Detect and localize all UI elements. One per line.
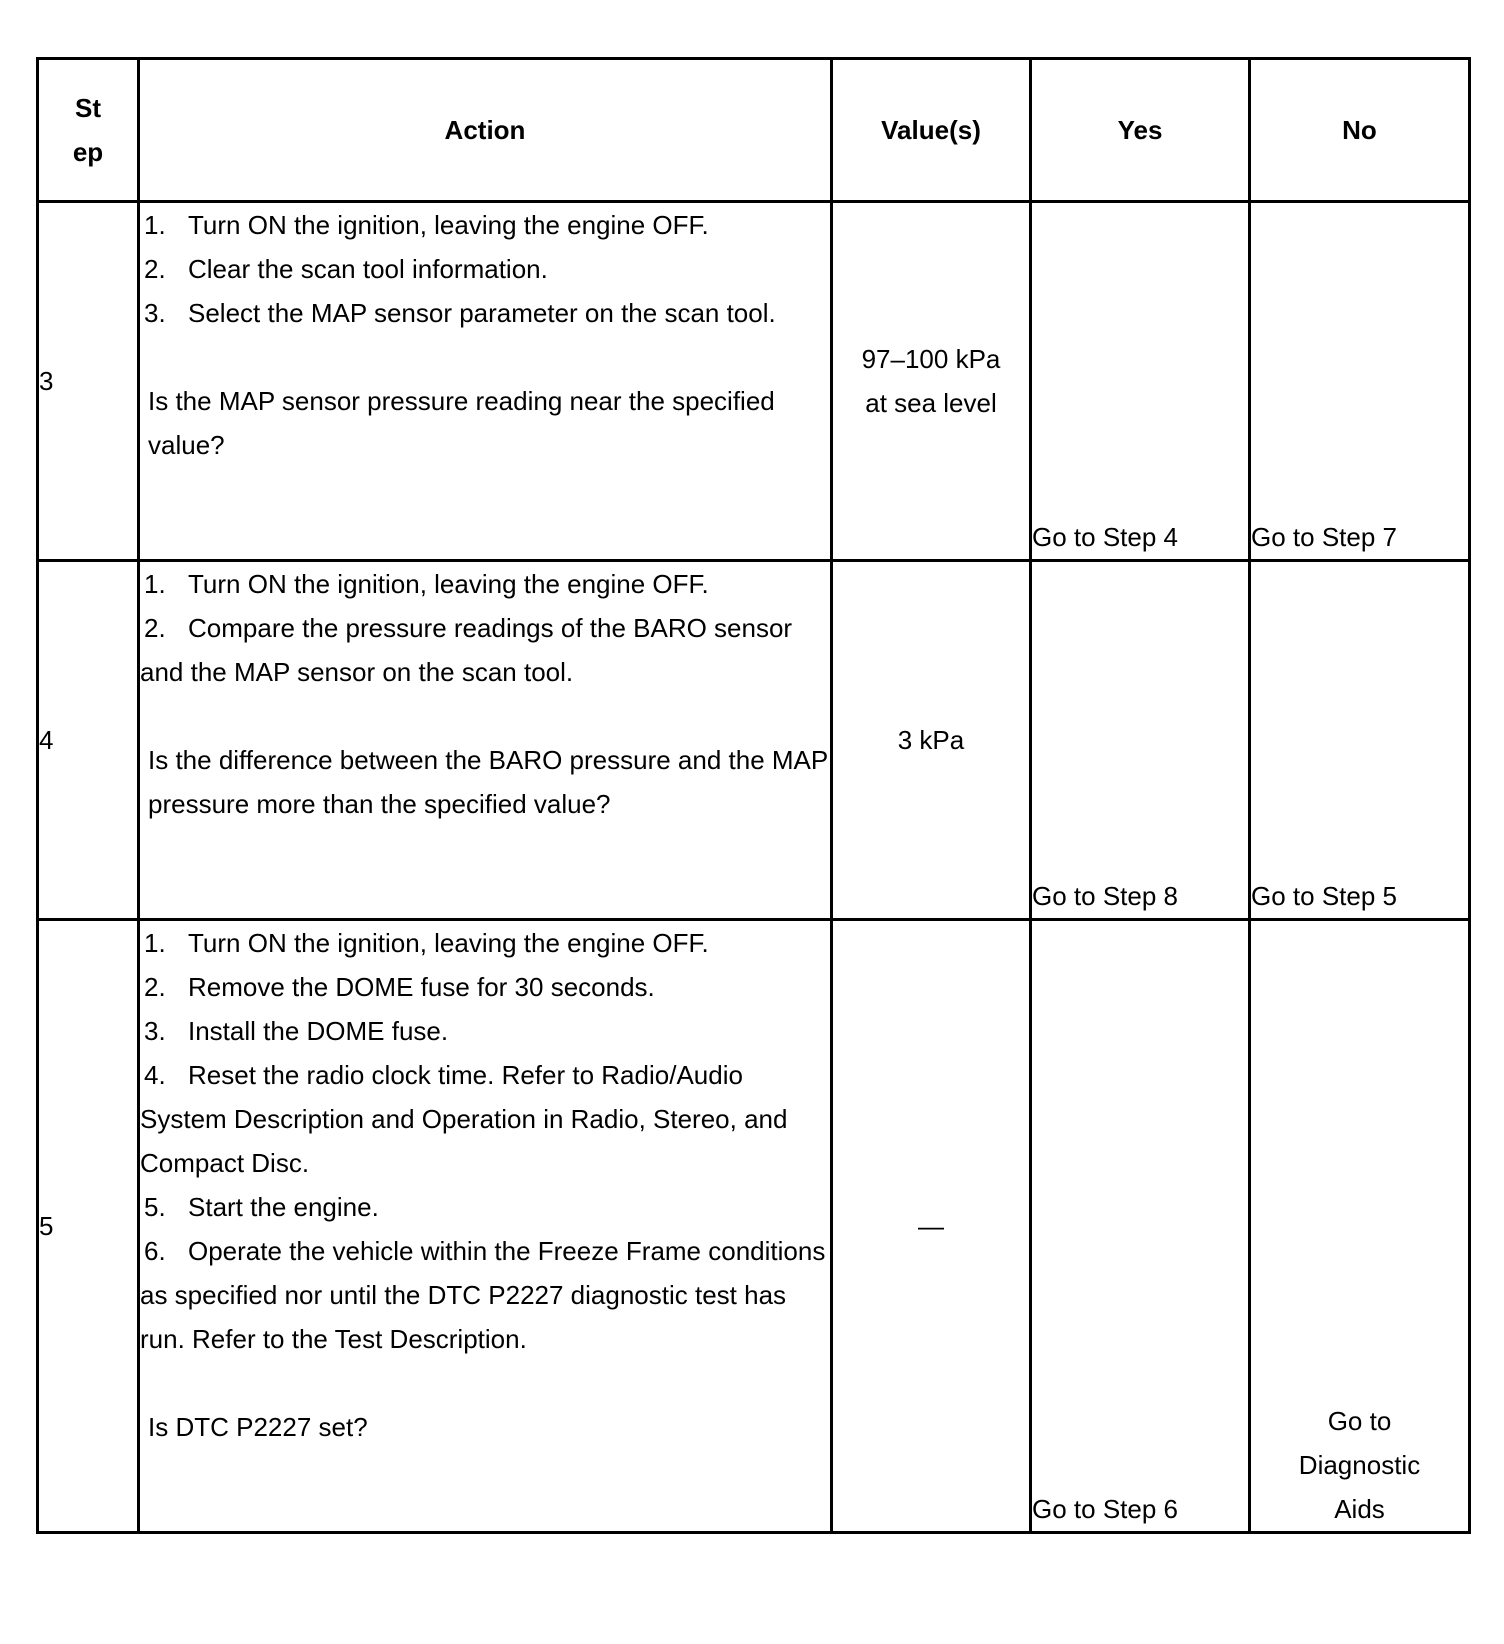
no-cell [1250, 202, 1470, 561]
yes-cell [1031, 202, 1250, 561]
spacer [140, 335, 830, 379]
value-line: 97–100 kPa [861, 344, 1001, 374]
action-cell [139, 920, 832, 1533]
diagnostic-table [36, 57, 1471, 1534]
no-link-line: Go to [1327, 1406, 1392, 1436]
action-question: Is the MAP sensor pressure reading near the specified value? [148, 386, 775, 460]
action-item: 3. Select the MAP sensor parameter on the scan tool. [144, 298, 776, 328]
header-step-line2: ep [72, 137, 104, 167]
yes-link: Go to Step 6 [1032, 1494, 1178, 1524]
no-link-line: Aids [1334, 1494, 1385, 1524]
spacer [140, 694, 830, 738]
value-line: 3 kPa [897, 725, 965, 755]
header-values: Value(s) [832, 59, 1031, 202]
action-item: 6. Operate the vehicle within the Freeze Frame conditions as specified nor until the DTC P2227 diagnostic test has run. Refer to the Test Description. [140, 1236, 826, 1354]
yes-link: Go to Step 8 [1032, 881, 1178, 911]
step-number: 4 [38, 561, 139, 920]
header-action: Action [139, 59, 832, 202]
action-item: 1. Turn ON the ignition, leaving the engine OFF. [144, 928, 709, 958]
action-item: 2. Compare the pressure readings of the BARO sensor and the MAP sensor on the scan tool. [140, 613, 793, 687]
table-row-step-3 [38, 202, 1470, 561]
action-cell [139, 202, 832, 561]
table-row-step-4 [38, 561, 1470, 920]
step-number: 3 [38, 202, 139, 561]
yes-link: Go to Step 4 [1032, 522, 1178, 552]
no-cell [1250, 920, 1470, 1533]
table-row-step-5 [38, 920, 1470, 1533]
no-link: Go to Step 7 [1251, 522, 1397, 552]
yes-cell [1031, 561, 1250, 920]
action-item: 2. Clear the scan tool information. [144, 254, 548, 284]
action-item: 2. Remove the DOME fuse for 30 seconds. [144, 972, 655, 1002]
value-line: — [918, 1211, 944, 1241]
no-link-line: Diagnostic [1298, 1450, 1421, 1480]
action-item: 3. Install the DOME fuse. [144, 1016, 449, 1046]
action-item: 1. Turn ON the ignition, leaving the engine OFF. [144, 210, 709, 240]
header-no: No [1250, 59, 1470, 202]
header-yes: Yes [1031, 59, 1250, 202]
value-cell [832, 561, 1031, 920]
action-item: 5. Start the engine. [144, 1192, 379, 1222]
header-row [38, 59, 1470, 202]
action-item: 1. Turn ON the ignition, leaving the engine OFF. [144, 569, 709, 599]
action-question: Is DTC P2227 set? [148, 1412, 368, 1442]
value-cell [832, 920, 1031, 1533]
step-number: 5 [38, 920, 139, 1533]
header-step-line1: St [75, 93, 101, 123]
action-item: 4. Reset the radio clock time. Refer to Radio/Audio System Description and Operation in Radio, Stereo, and Compact Disc. [140, 1060, 788, 1178]
spacer [140, 1361, 830, 1405]
no-link: Go to Step 5 [1251, 881, 1397, 911]
action-question: Is the difference between the BARO pressure and the MAP pressure more than the specified value? [148, 745, 828, 819]
action-cell [139, 561, 832, 920]
header-step [38, 59, 139, 202]
yes-cell [1031, 920, 1250, 1533]
value-line: at sea level [865, 388, 997, 418]
no-cell [1250, 561, 1470, 920]
value-cell [832, 202, 1031, 561]
